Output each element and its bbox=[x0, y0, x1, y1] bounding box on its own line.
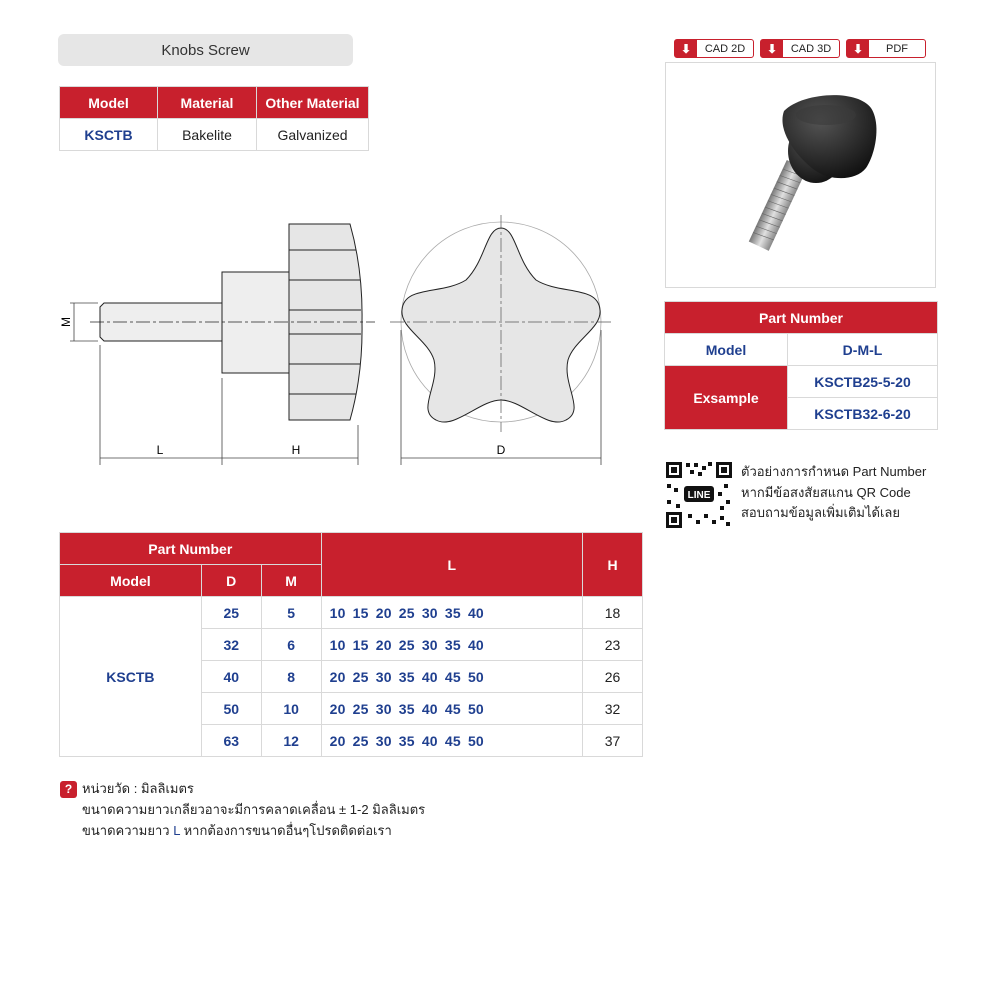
unit-text: หน่วยวัด : มิลลิเมตร bbox=[82, 781, 194, 796]
dim-h-label: H bbox=[291, 443, 301, 457]
dim-d-label: D bbox=[496, 443, 506, 457]
technical-drawing bbox=[50, 200, 620, 470]
qr-note-line-1: ตัวอย่างการกำหนด Part Number bbox=[741, 464, 927, 479]
knob-screw-image bbox=[666, 63, 935, 287]
download-icon: ⬇ bbox=[675, 40, 697, 57]
spec-header-h: H bbox=[583, 533, 643, 597]
knob-front-view bbox=[390, 215, 612, 432]
spec-m: 8 bbox=[261, 661, 321, 693]
spec-h: 18 bbox=[583, 597, 643, 629]
spec-m: 10 bbox=[261, 693, 321, 725]
pn-model-value: D-M-L bbox=[788, 334, 938, 366]
notes bbox=[60, 778, 425, 841]
table-row bbox=[60, 597, 643, 629]
material-table bbox=[59, 86, 369, 151]
download-icon: ⬇ bbox=[761, 40, 783, 57]
spec-l: 20 25 30 35 40 45 50 bbox=[321, 725, 582, 757]
cad-2d-button[interactable] bbox=[674, 39, 754, 58]
cell-material: Bakelite bbox=[158, 119, 257, 151]
spec-group-header: Part Number bbox=[60, 533, 322, 565]
pn-example-2: KSCTB32-6-20 bbox=[788, 398, 938, 430]
dim-l-label: L bbox=[156, 443, 164, 457]
header-model: Model bbox=[60, 87, 158, 119]
qr-note-line-2: หากมีข้อสงสัยสแกน QR Code bbox=[741, 484, 911, 500]
unit-note bbox=[60, 778, 425, 799]
spec-header-m: M bbox=[261, 565, 321, 597]
spec-l: 20 25 30 35 40 45 50 bbox=[321, 693, 582, 725]
pn-example-1: KSCTB25-5-20 bbox=[788, 366, 938, 398]
pdf-button[interactable] bbox=[846, 39, 926, 58]
qr-note bbox=[741, 462, 926, 524]
spec-d: 40 bbox=[201, 661, 261, 693]
header-material: Material bbox=[158, 87, 257, 119]
note-line-1: ขนาดความยาวเกลียวอาจะมีการคลาดเคลื่อน ± 1-2 มิลลิเมตร bbox=[82, 802, 426, 817]
cell-other-material: Galvanized bbox=[257, 119, 369, 151]
qr-line-text: LINE bbox=[687, 490, 711, 501]
download-icon: ⬇ bbox=[847, 40, 869, 57]
spec-d: 63 bbox=[201, 725, 261, 757]
spec-d: 50 bbox=[201, 693, 261, 725]
dim-m-label: M bbox=[59, 317, 73, 327]
page-title: Knobs Screw bbox=[58, 34, 353, 66]
line-qr-code[interactable] bbox=[664, 460, 734, 530]
pn-header: Part Number bbox=[665, 302, 938, 334]
spec-h: 37 bbox=[583, 725, 643, 757]
spec-d: 32 bbox=[201, 629, 261, 661]
question-icon: ? bbox=[60, 781, 77, 798]
spec-model: KSCTB bbox=[60, 597, 202, 757]
qr-note-line-3: สอบถามข้อมูลเพิ่มเติมได้เลย bbox=[741, 505, 901, 520]
spec-h: 26 bbox=[583, 661, 643, 693]
header-other-material: Other Material bbox=[257, 87, 369, 119]
note-line-2-l: L bbox=[173, 823, 180, 838]
spec-m: 12 bbox=[261, 725, 321, 757]
knob-hub bbox=[222, 272, 289, 373]
cell-model: KSCTB bbox=[60, 119, 158, 151]
spec-header-d: D bbox=[201, 565, 261, 597]
spec-m: 6 bbox=[261, 629, 321, 661]
spec-m: 5 bbox=[261, 597, 321, 629]
product-photo bbox=[665, 62, 936, 288]
spec-d: 25 bbox=[201, 597, 261, 629]
pn-example-label: Exsample bbox=[665, 366, 788, 430]
note-line-2-pre: ขนาดความยาว bbox=[82, 823, 174, 838]
spec-h: 32 bbox=[583, 693, 643, 725]
note-line-2 bbox=[60, 820, 425, 841]
pn-model-label: Model bbox=[665, 334, 788, 366]
spec-table bbox=[59, 532, 643, 757]
spec-h: 23 bbox=[583, 629, 643, 661]
spec-header-l: L bbox=[321, 533, 582, 597]
spec-l: 20 25 30 35 40 45 50 bbox=[321, 661, 582, 693]
spec-header-model: Model bbox=[60, 565, 202, 597]
part-number-table bbox=[664, 301, 938, 430]
spec-l: 10 15 20 25 30 35 40 bbox=[321, 597, 582, 629]
cad-3d-button[interactable] bbox=[760, 39, 840, 58]
spec-l: 10 15 20 25 30 35 40 bbox=[321, 629, 582, 661]
note-line-2-post: หากต้องการขนาดอื่นๆโปรดติดต่อเรา bbox=[179, 823, 392, 838]
cad-3d-label: CAD 3D bbox=[790, 42, 832, 55]
cad-2d-label: CAD 2D bbox=[704, 42, 746, 55]
pdf-label: PDF bbox=[886, 42, 908, 55]
